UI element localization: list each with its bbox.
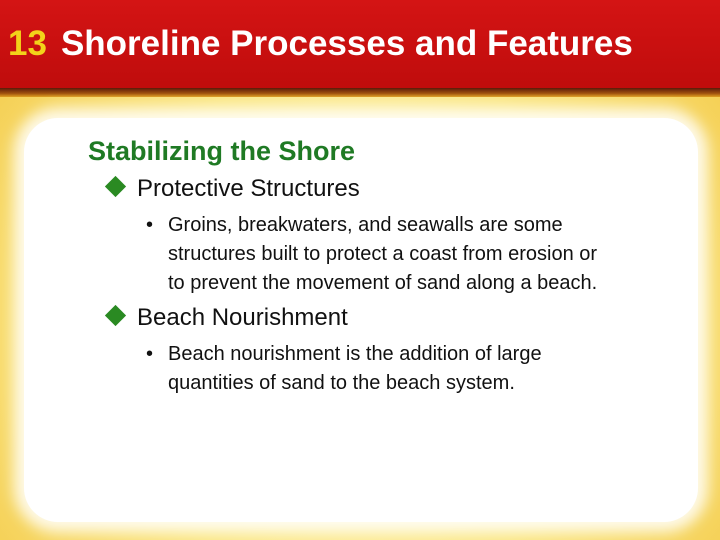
- diamond-bullet-icon: [105, 305, 126, 326]
- detail-line: Beach nourishment is the addition of large: [168, 343, 542, 365]
- slide-title: [8, 24, 633, 64]
- chapter-number: 13: [8, 24, 47, 63]
- point-label: Protective Structures: [137, 175, 360, 202]
- section-heading: Stabilizing the Shore: [88, 136, 356, 166]
- point-label: Beach Nourishment: [137, 304, 348, 331]
- header-underline: [0, 88, 720, 97]
- detail-line: structures built to protect a coast from erosion or: [168, 243, 598, 265]
- detail-protective-structures: [146, 211, 597, 298]
- diamond-bullet-icon: [105, 176, 126, 197]
- point-beach-nourishment: [108, 304, 348, 332]
- bullet-dot-icon: •: [146, 214, 154, 236]
- detail-line: to prevent the movement of sand along a beach.: [168, 272, 598, 294]
- chapter-title: Shoreline Processes and Features: [60, 24, 633, 63]
- detail-beach-nourishment: [146, 340, 542, 398]
- detail-line: Groins, breakwaters, and seawalls are some: [168, 214, 563, 236]
- bullet-dot-icon: •: [146, 343, 154, 365]
- point-protective-structures: [108, 175, 360, 203]
- detail-line: quantities of sand to the beach system.: [168, 372, 515, 394]
